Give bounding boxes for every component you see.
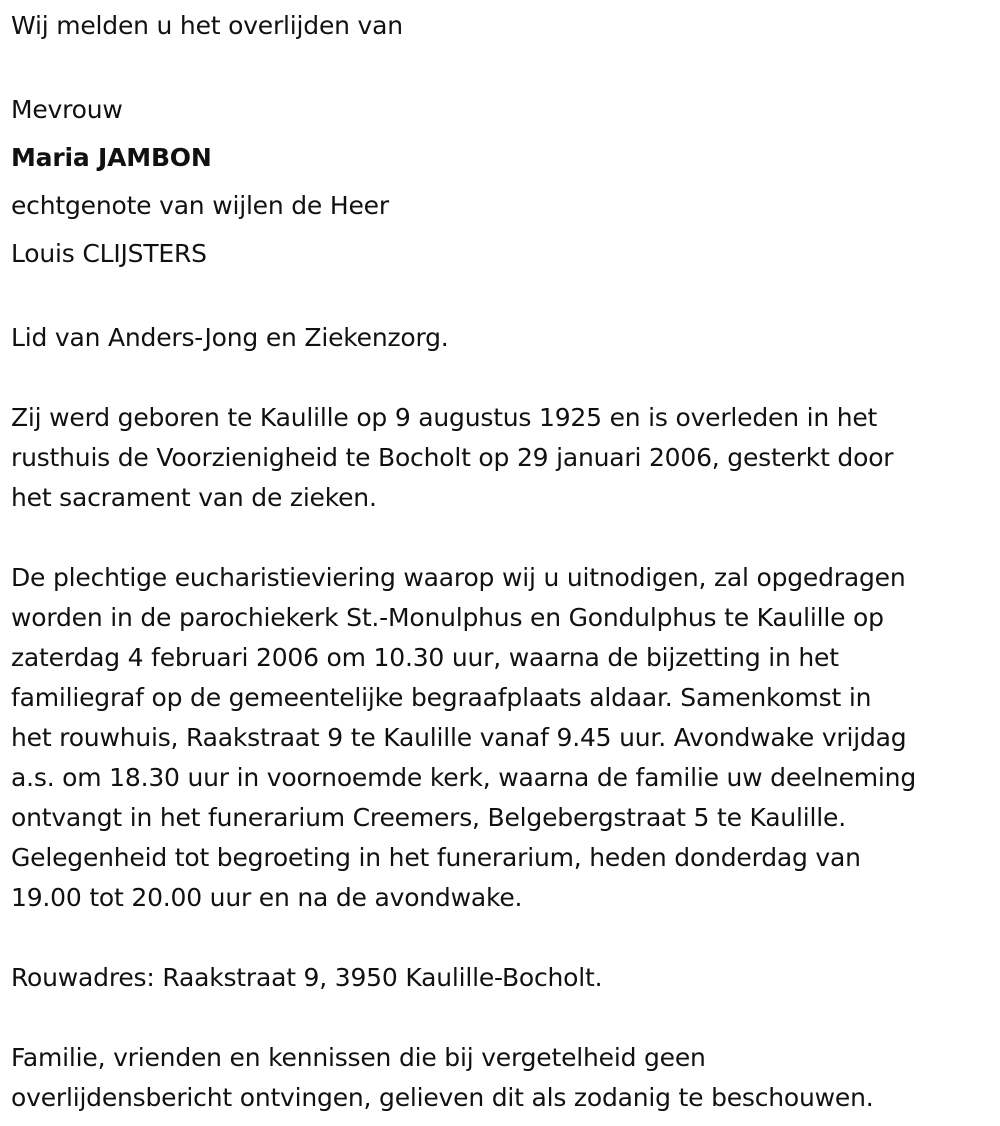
- paragraph-line: zaterdag 4 februari 2006 om 10.30 uur, waarna de bijzetting in het: [11, 643, 839, 672]
- paragraph-line: Gelegenheid tot begroeting in het funerarium, heden donderdag van: [11, 843, 861, 872]
- intro-text: Wij melden u het overlijden van: [11, 11, 403, 40]
- relation-text: echtgenote van wijlen de Heer: [11, 191, 389, 220]
- membership-text: Lid van Anders-Jong en Ziekenzorg.: [11, 323, 449, 352]
- paragraph-line: Familie, vrienden en kennissen die bij vergetelheid geen: [11, 1043, 706, 1072]
- paragraph-line: familiegraf op de gemeentelijke begraafplaats aldaar. Samenkomst in: [11, 683, 872, 712]
- spouse-name: Louis CLIJSTERS: [11, 239, 207, 268]
- paragraph-line: het rouwhuis, Raakstraat 9 te Kaulille vanaf 9.45 uur. Avondwake vrijdag: [11, 723, 907, 752]
- paragraph-line: 19.00 tot 20.00 uur en na de avondwake.: [11, 883, 523, 912]
- paragraph-line: ontvangt in het funerarium Creemers, Belgebergstraat 5 te Kaulille.: [11, 803, 846, 832]
- paragraph-line: rusthuis de Voorzienigheid te Bocholt op 29 januari 2006, gesterkt door: [11, 443, 894, 472]
- paragraph-line: het sacrament van de zieken.: [11, 483, 377, 512]
- paragraph-line: a.s. om 18.30 uur in voornoemde kerk, waarna de familie uw deelneming: [11, 763, 916, 792]
- deceased-name: Maria JAMBON: [11, 143, 212, 172]
- paragraph-line: worden in de parochiekerk St.-Monulphus en Gondulphus te Kaulille op: [11, 603, 884, 632]
- obituary-notice: [11, 6, 991, 1118]
- deceased-block: [11, 86, 991, 278]
- paragraph-line: overlijdensbericht ontvingen, gelieven dit als zodanig te beschouwen.: [11, 1083, 874, 1112]
- birth-death-paragraph: [11, 398, 991, 518]
- ceremony-paragraph: [11, 558, 991, 918]
- salutation: Mevrouw: [11, 95, 123, 124]
- paragraph-line: De plechtige eucharistieviering waarop wij u uitnodigen, zal opgedragen: [11, 563, 906, 592]
- closing-paragraph: [11, 1038, 991, 1118]
- mourning-address: Rouwadres: Raakstraat 9, 3950 Kaulille-Bocholt.: [11, 963, 603, 992]
- paragraph-line: Zij werd geboren te Kaulille op 9 augustus 1925 en is overleden in het: [11, 403, 878, 432]
